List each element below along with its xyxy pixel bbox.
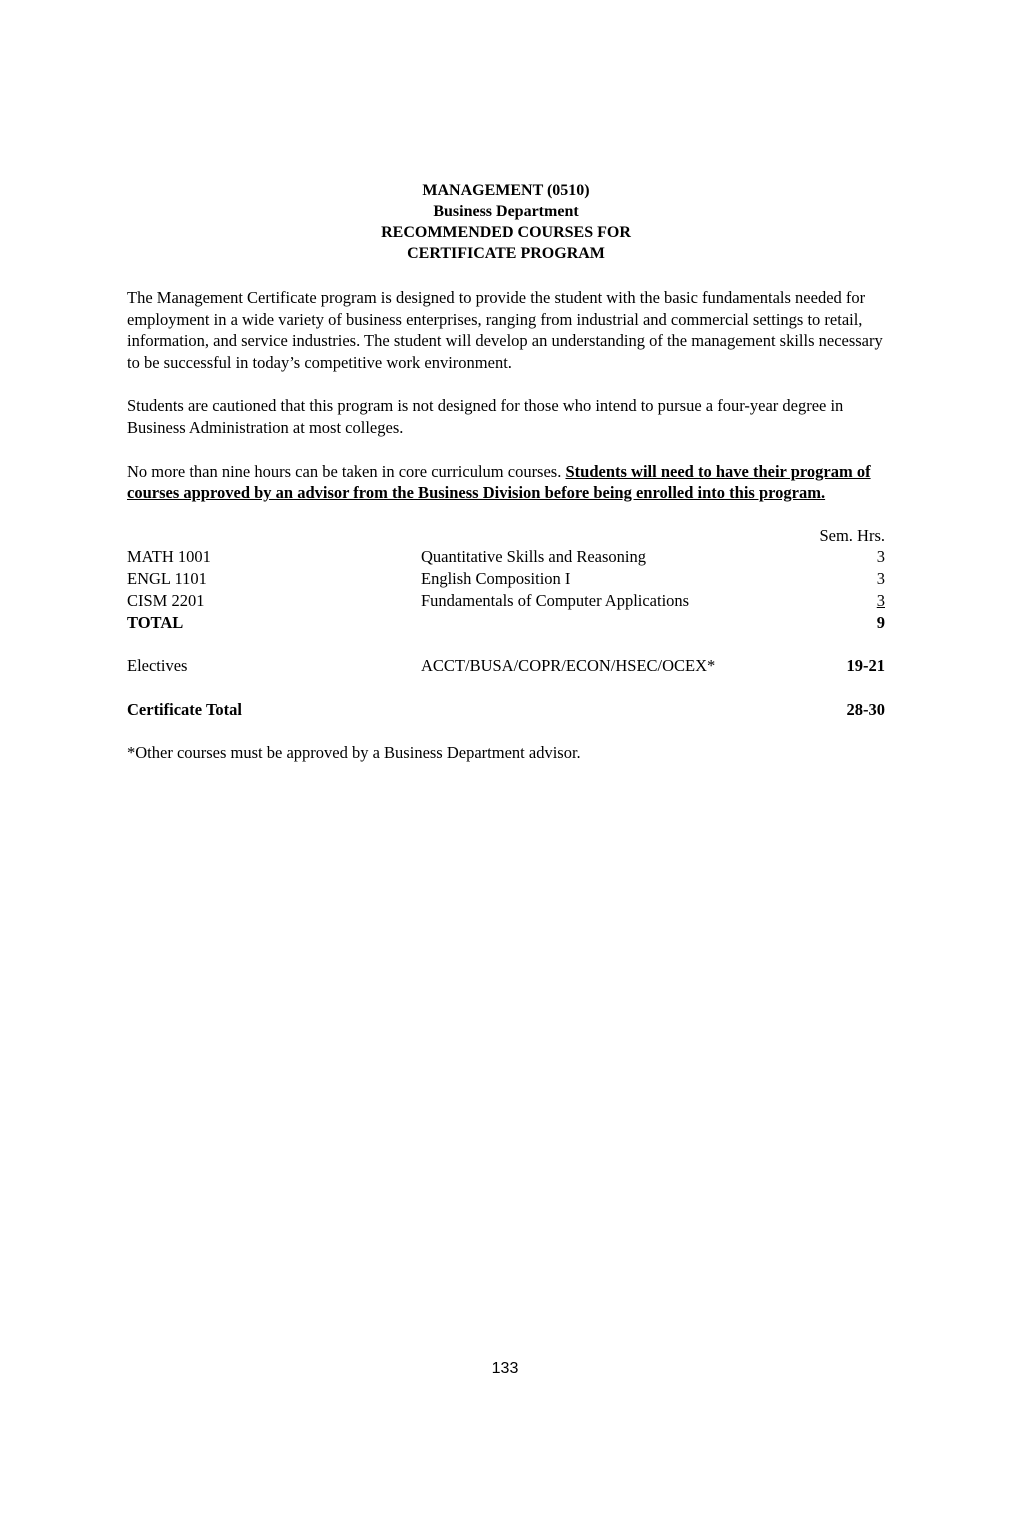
course-name: English Composition I (421, 569, 571, 589)
certificate-total-row (127, 699, 885, 721)
course-code: MATH 1001 (127, 547, 211, 567)
course-name: Fundamentals of Computer Applications (421, 590, 690, 610)
title-line-certificate: CERTIFICATE PROGRAM (407, 245, 605, 262)
course-hours: 3 (876, 547, 885, 567)
course-row (127, 568, 885, 590)
electives-hours: 19-21 (846, 656, 885, 676)
course-table (127, 525, 885, 721)
total-row (127, 612, 885, 634)
document-title (127, 180, 885, 264)
course-hours: 3 (876, 590, 885, 610)
core-hours-text: No more than nine hours can be taken in core curriculum courses. (127, 461, 566, 481)
hours-column-header: Sem. Hrs. (819, 525, 885, 545)
footnote: *Other courses must be approved by a Business Department advisor. (127, 742, 581, 762)
electives-row (127, 655, 885, 677)
table-header-row (127, 525, 885, 547)
document-page (127, 180, 885, 763)
certificate-total-value: 28-30 (846, 699, 885, 719)
course-code: CISM 2201 (127, 590, 205, 610)
course-row (127, 590, 885, 612)
course-name: Quantitative Skills and Reasoning (421, 547, 647, 567)
intro-paragraph: The Management Certificate program is designed to provide the student with the basic fundamentals needed for employment in a wide variety of business enterprises, ranging from industrial and commercial settings to retail, information, and service industries. The student will develop an understanding of the management skills necessary to be successful in today’s competitive work environment. (127, 288, 883, 372)
total-value: 9 (876, 612, 885, 632)
advisor-approval-notice: Students will need to have their program of courses approved by an advisor from the Business Division before being enrolled into this program. (127, 461, 871, 503)
caution-paragraph: Students are cautioned that this program is not designed for those who intend to pursue a four-year degree in Business Administration at most colleges. (127, 396, 844, 437)
electives-courses: ACCT/BUSA/COPR/ECON/HSEC/OCEX* (421, 656, 716, 676)
course-row (127, 546, 885, 568)
course-code: ENGL 1101 (127, 569, 207, 589)
certificate-total-label: Certificate Total (127, 699, 243, 719)
title-line-program: MANAGEMENT (0510) (422, 182, 590, 199)
course-hours: 3 (876, 569, 885, 589)
page-number: 133 (491, 1360, 519, 1377)
title-line-department: Business Department (433, 203, 579, 220)
core-hours-paragraph (127, 461, 885, 504)
total-label: TOTAL (127, 612, 184, 632)
title-line-recommended: RECOMMENDED COURSES FOR (381, 224, 631, 241)
electives-label: Electives (127, 656, 188, 676)
